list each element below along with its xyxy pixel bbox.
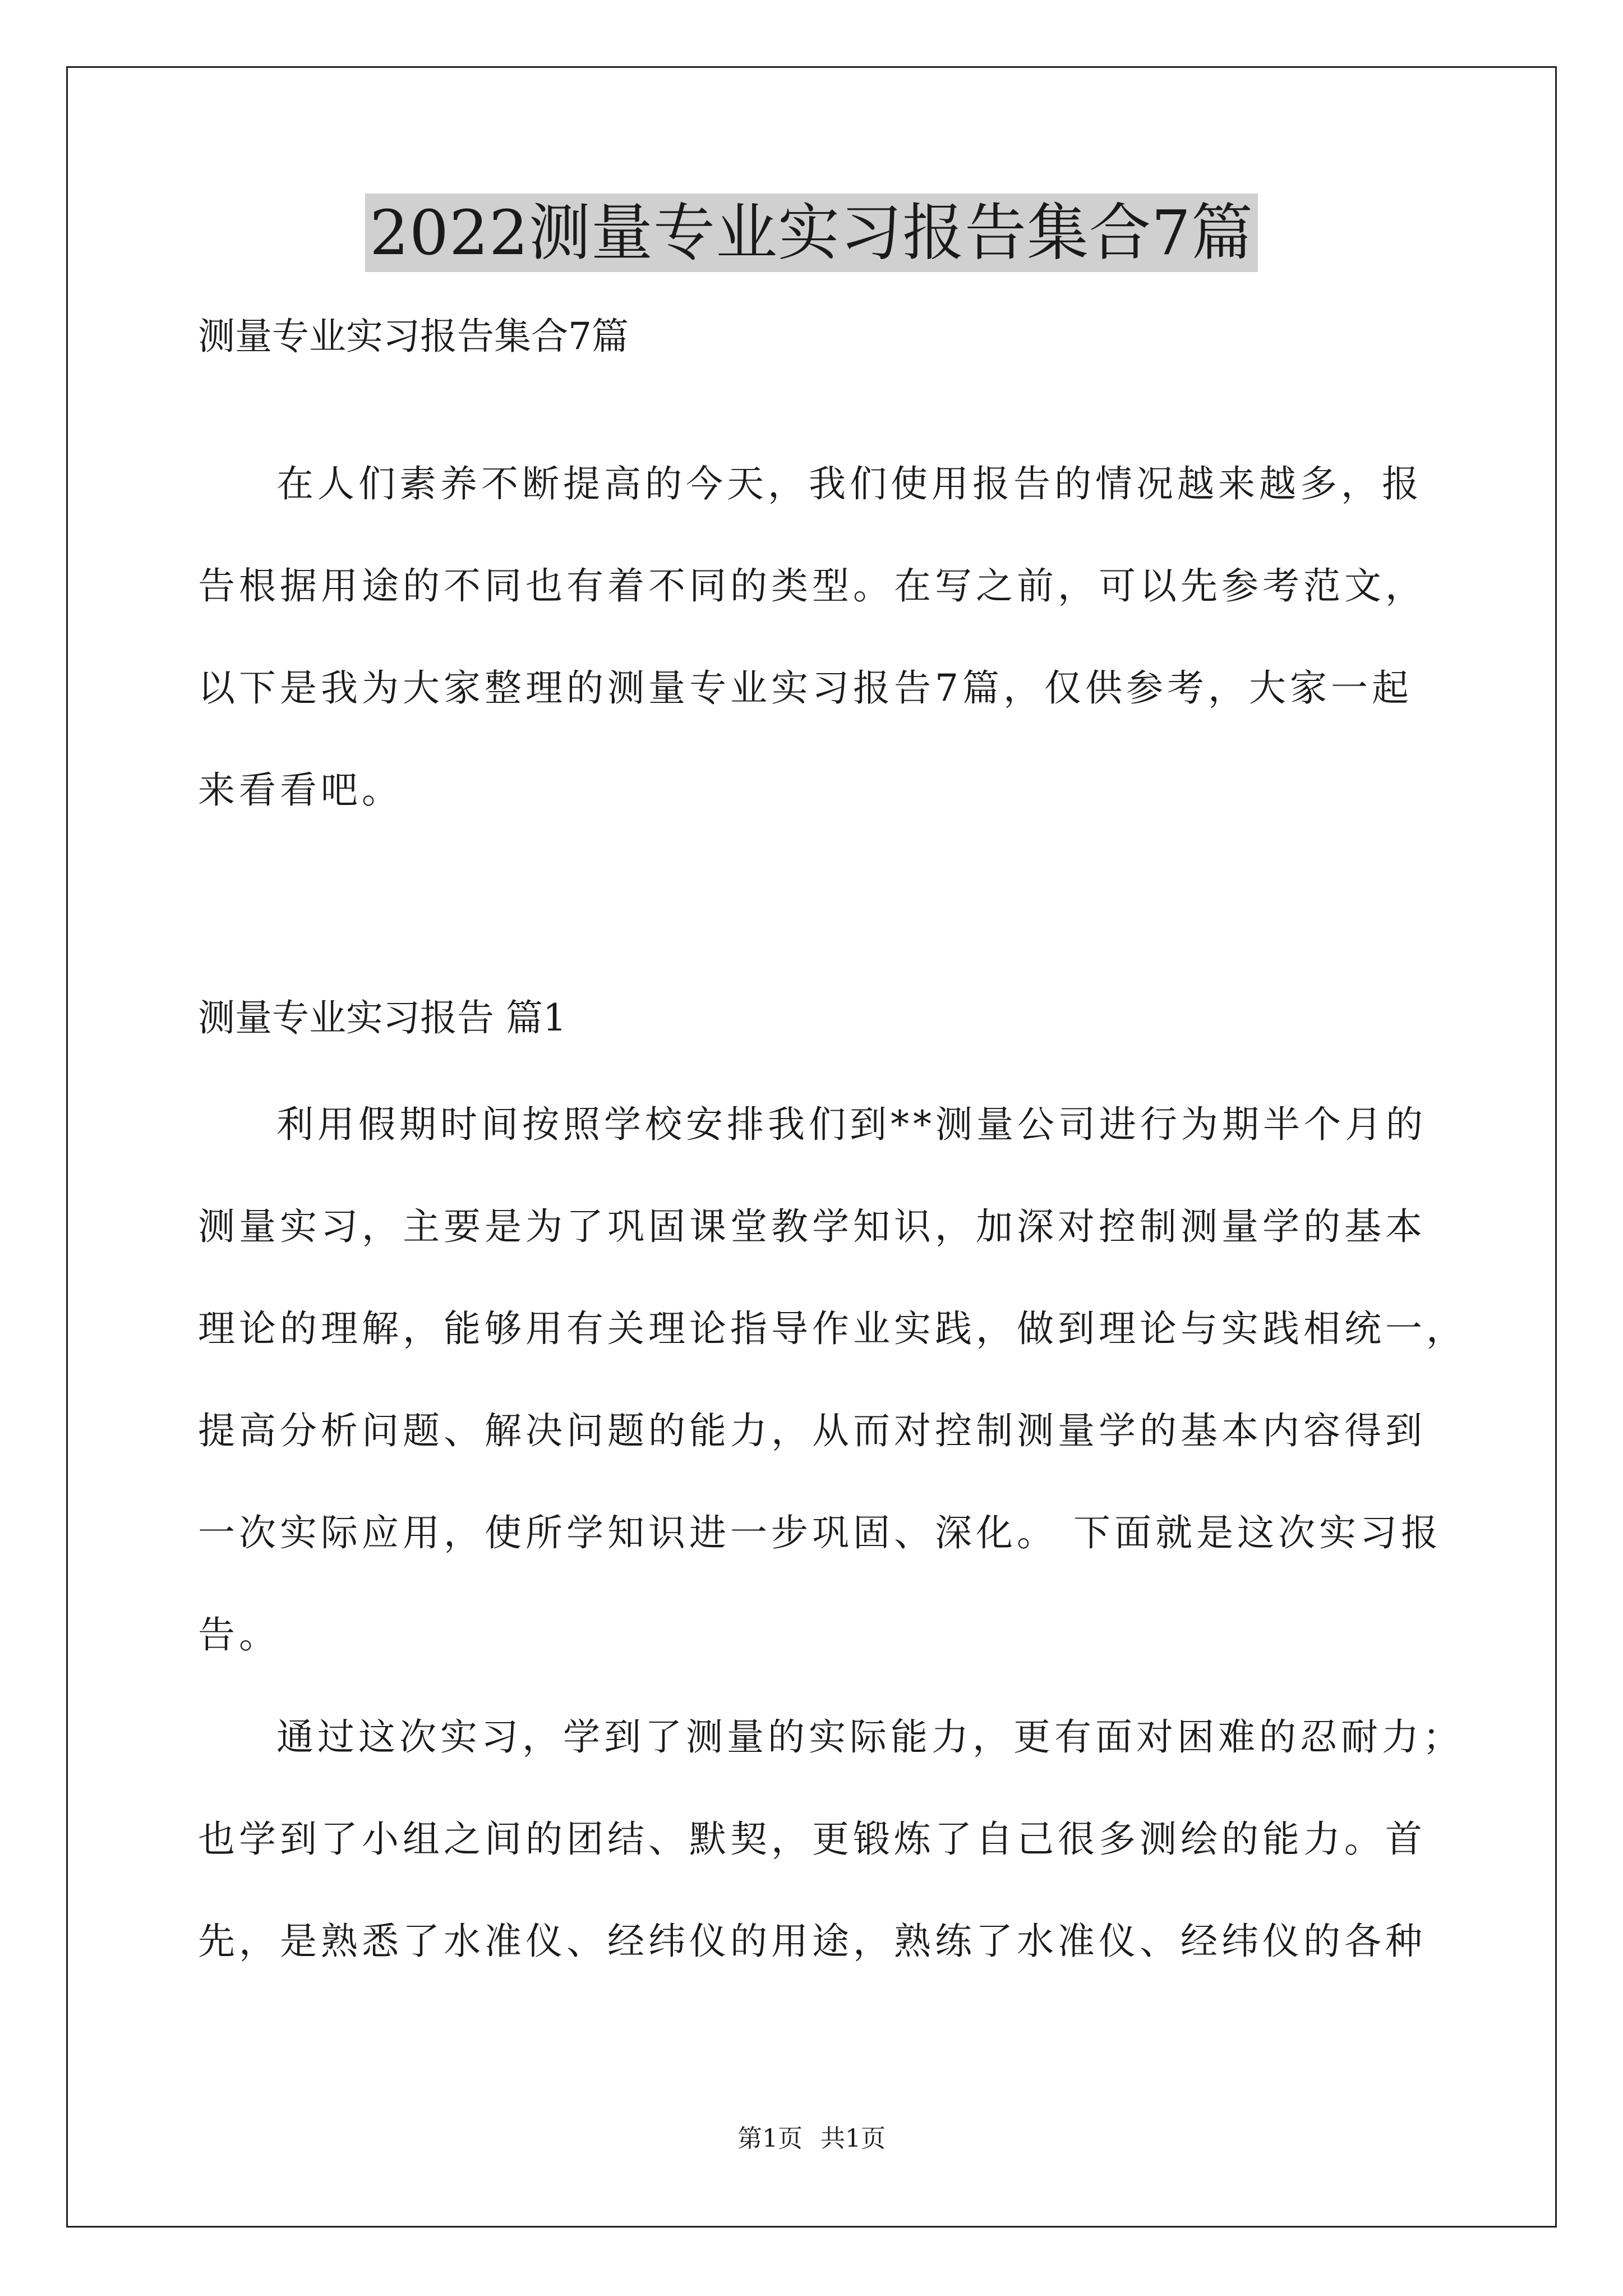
intro-line: 以下是我为大家整理的测量专业实习报告7篇，仅供参考，大家一起	[198, 666, 1413, 710]
section-heading: 测量专业实习报告 篇1	[198, 996, 566, 1039]
paragraph-line: 先，是熟悉了水准仪、经纬仪的用途，熟练了水准仪、经纬仪的各种	[198, 1920, 1426, 1963]
paragraph-line: 提高分析问题、解决问题的能力，从而对控制测量学的基本内容得到	[198, 1409, 1426, 1452]
page-footer: 第1页 共1页	[737, 2124, 886, 2153]
document-subtitle: 测量专业实习报告集合7篇	[198, 315, 629, 358]
paragraph-line: 告。	[198, 1613, 280, 1657]
paragraph-line: 也学到了小组之间的团结、默契，更锻炼了自己很多测绘的能力。首	[198, 1818, 1426, 1861]
title-container	[0, 194, 1623, 272]
paragraph-line: 一次实际应用，使所学知识进一步巩固、深化。 下面就是这次实习报	[198, 1511, 1442, 1554]
intro-line: 在人们素养不断提高的今天，我们使用报告的情况越来越多，报	[276, 462, 1423, 505]
paragraph-line: 理论的理解，能够用有关理论指导作业实践，做到理论与实践相统一，	[198, 1307, 1467, 1350]
paragraph-line: 通过这次实习，学到了测量的实际能力，更有面对困难的忍耐力；	[276, 1715, 1464, 1759]
paragraph-line: 利用假期时间按照学校安排我们到**测量公司进行为期半个月的	[276, 1103, 1427, 1146]
paragraph-line: 测量实习，主要是为了巩固课堂教学知识，加深对控制测量学的基本	[198, 1205, 1426, 1248]
intro-line: 告根据用途的不同也有着不同的类型。在写之前，可以先参考范文，	[198, 564, 1426, 608]
intro-line: 来看看吧。	[198, 769, 403, 812]
document-title: 2022测量专业实习报告集合7篇	[365, 194, 1258, 272]
